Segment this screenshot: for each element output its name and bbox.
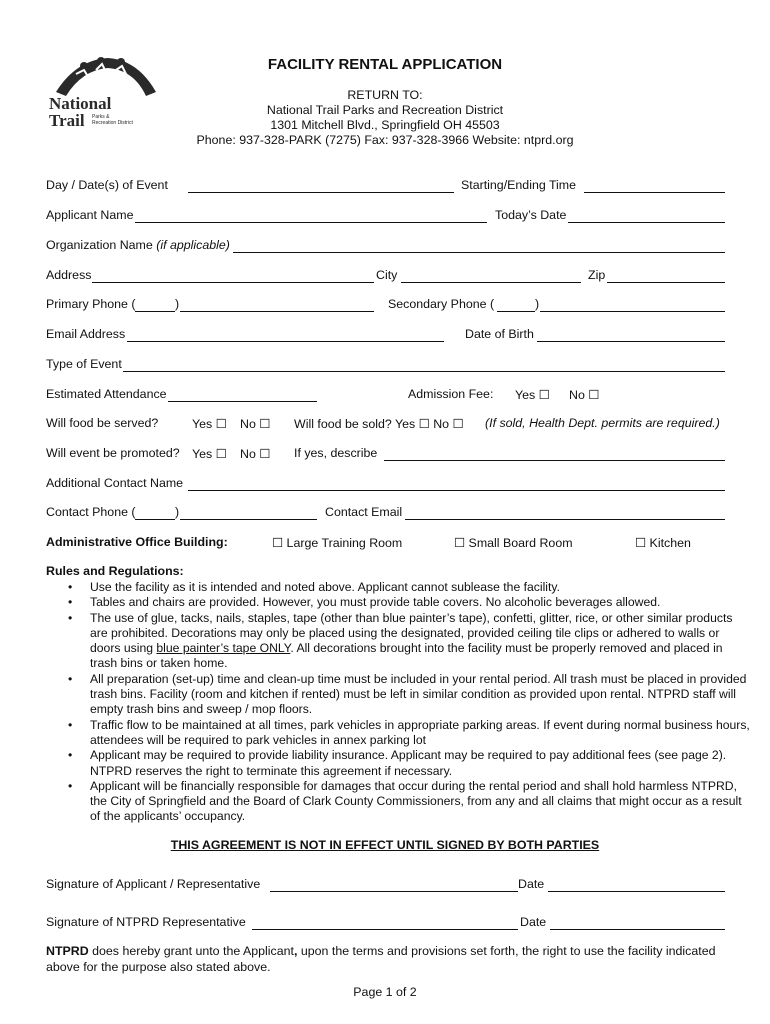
grant-ntprd: NTPRD [46,944,89,958]
todays-date-label: Today’s Date [495,208,567,222]
logo-word-national: National [49,94,112,113]
dob-label: Date of Birth [465,327,534,341]
rule-item: • All preparation (set-up) time and clean-up time must be included in your rental period. All trash must be placed in provided trash bins. Facility (room and kitchen if rented) must be left in similar condition as provided upon rental. NTPRD staff will empty trash bins and sweep / mop floors. [90,672,750,718]
rule-item: • Use the facility as it is intended and noted above. Applicant cannot sublease the facility. [90,580,750,595]
food-served-yes-checkbox[interactable]: Yes ☐ [192,417,227,431]
additional-contact-label: Additional Contact Name [46,476,184,490]
promoted-yes-checkbox[interactable]: Yes ☐ [192,447,227,461]
attendance-label: Estimated Attendance [46,387,167,401]
applicant-name-field[interactable] [135,222,487,223]
start-end-time-field[interactable] [584,192,725,193]
event-dates-field[interactable] [188,192,454,193]
contact-phone-paren: ) [175,505,180,519]
city-field[interactable] [401,282,581,283]
org-name-label-text: Organization Name [46,238,153,252]
page-number: Page 1 of 2 [353,985,417,999]
contact-phone-area-field[interactable] [135,519,175,520]
kitchen-checkbox[interactable]: ☐ Kitchen [635,536,691,550]
event-type-field[interactable] [123,371,725,372]
ntprd-signature-field[interactable] [252,929,518,930]
contact-email-field[interactable] [405,519,725,520]
address-label: Address [46,268,92,282]
applicant-name-label: Applicant Name [46,208,134,222]
zip-label: Zip [588,268,606,282]
address-field[interactable] [92,282,374,283]
small-board-room-checkbox[interactable]: ☐ Small Board Room [454,536,573,550]
rule-item: • Applicant will be financially responsible for damages that occur during the rental period and shall hold harmless NTPRD, the City of Springfield and the Board of Clark County Commissioners, from any and all claims that might occur as a result of the applicants’ occupancy. [90,779,750,825]
applicant-date-label: Date [518,877,545,891]
secondary-phone-paren: ) [535,297,540,311]
admission-no-checkbox[interactable]: No ☐ [569,388,600,402]
secondary-phone-field[interactable] [540,311,725,312]
admission-fee-label: Admission Fee: [408,387,494,401]
return-to-label: RETURN TO: [347,88,423,102]
primary-phone-area-field[interactable] [135,311,175,312]
event-type-label: Type of Event [46,357,122,371]
zip-field[interactable] [607,282,725,283]
rule-item [90,611,750,672]
rule-item: • Tables and chairs are provided. However, you must provide table covers. No alcoholic beverages allowed. [90,595,750,610]
food-sold-label: Will food be sold? Yes ☐ No ☐ [294,417,464,431]
rule-item-underlined: blue painter’s tape ONLY [156,641,291,656]
admission-yes-checkbox[interactable]: Yes ☐ [515,388,550,402]
secondary-phone-label: Secondary Phone ( [388,297,495,311]
ntprd-date-label: Date [520,915,547,929]
primary-phone-label: Primary Phone ( [46,297,136,311]
event-dates-label: Day / Date(s) of Event [46,178,168,192]
ntprd-signature-label: Signature of NTPRD Representative [46,915,246,929]
todays-date-field[interactable] [568,222,725,223]
additional-contact-field[interactable] [188,490,725,491]
primary-phone-field[interactable] [180,311,374,312]
logo-subtext-2: Recreation District [92,120,133,126]
applicant-date-field[interactable] [548,891,725,892]
org-name-field[interactable] [233,252,725,253]
grant-comma: , [293,944,298,958]
contact-phone-label: Contact Phone ( [46,505,136,519]
contact-email-label: Contact Email [325,505,403,519]
promoted-label: Will event be promoted? [46,446,180,460]
attendance-field[interactable] [168,401,317,402]
logo-subtext-1: Parks & [92,114,110,120]
page-title: FACILITY RENTAL APPLICATION [267,56,503,73]
org-address: 1301 Mitchell Blvd., Springfield OH 45503 [270,118,500,132]
org-name-note: (if applicable) [156,238,230,252]
applicant-signature-label: Signature of Applicant / Representative [46,877,261,891]
rule-item: • Traffic flow to be maintained at all times, park vehicles in appropriate parking areas. If event during normal business hours, attendees will be required to park vehicles in annex parking lot [90,718,750,749]
start-end-time-label: Starting/Ending Time [461,178,577,192]
describe-label: If yes, describe [294,446,378,460]
rule-item-tail: . All decorations brought into the facility must be properly removed and placed in trash bins or taken home. [90,641,723,671]
org-name: National Trail Parks and Recreation District [266,103,504,117]
rules-heading: Rules and Regulations: [46,564,184,578]
rule-item-text: The use of glue, tacks, nails, staples, tape (other than blue painter’s tape), confetti, glitter, rice, or other similar products are prohibited. Decorations may only be placed using the designated, provided ceiling tile clips or adhered to walls or doors using [90,610,733,656]
logo-word-trail: Trail [49,111,85,130]
rules-list [68,580,750,825]
grant-text-2: upon the terms and provisions set forth, the right to use the facility indicated above for the purpose also stated above. [46,944,716,974]
org-contact: Phone: 937-328-PARK (7275) Fax: 937-328-3966 Website: ntprd.org [196,133,574,147]
grant-paragraph [46,944,726,975]
describe-field[interactable] [384,460,725,461]
building-label: Administrative Office Building: [46,535,228,549]
email-label: Email Address [46,327,126,341]
applicant-signature-field[interactable] [270,891,518,892]
secondary-phone-area-field[interactable] [497,311,535,312]
food-served-label: Will food be served? [46,416,159,430]
dob-field[interactable] [537,341,725,342]
rule-item: • Applicant may be required to provide liability insurance. Applicant may be required to pay additional fees (see page 2). NTPRD reserves the right to terminate this agreement if necessary. [90,748,750,779]
large-training-room-checkbox[interactable]: ☐ Large Training Room [272,536,403,550]
grant-text-1: does hereby grant unto the Applicant [88,944,294,958]
primary-phone-paren: ) [175,297,180,311]
food-served-no-checkbox[interactable]: No ☐ [240,417,271,431]
ntprd-date-field[interactable] [550,929,725,930]
contact-phone-field[interactable] [180,519,317,520]
city-label: City [376,268,398,282]
org-name-label [46,238,230,252]
agreement-notice: THIS AGREEMENT IS NOT IN EFFECT UNTIL SIGNED BY BOTH PARTIES [170,838,600,852]
email-field[interactable] [127,341,444,342]
food-sold-note: (If sold, Health Dept. permits are required.) [485,416,720,430]
promoted-no-checkbox[interactable]: No ☐ [240,447,271,461]
